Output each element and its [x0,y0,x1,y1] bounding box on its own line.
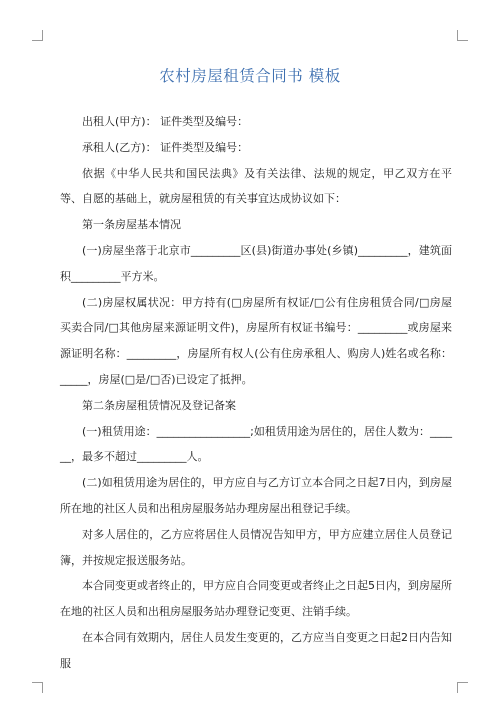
crop-mark-bottom-left [32,682,43,693]
lessee-line: 承租人(乙方)： 证件类型及编号： [82,140,249,154]
change-termination-paragraph: 本合同变更或者终止的，甲方应自合同变更或者终止之日起5日内，到房屋所在地的社区人员和出租房屋服务站办理登记变更、注销手续。 [60,579,452,619]
article-2-clause-2: (二)如租赁用途为居住的，甲方应自与乙方订立本合同之日起7日内，到房屋所在地的社区人员和出租房屋服务站办理房屋出租登记手续。 [60,476,452,515]
multi-occupant-paragraph: 对多人居住的，乙方应将居住人员情况告知甲方，甲方应建立居住人员登记簿，并按规定报送服务站。 [60,527,452,567]
preamble-paragraph: 依据《中华人民共和国民法典》及有关法律、法规的规定，甲乙双方在平等、自愿的基础上，就房屋租赁的有关事宜达成协议如下： [60,166,452,206]
crop-mark-bottom-right [457,682,468,693]
occupant-change-paragraph: 在本合同有效期内，居住人员发生变更的，乙方应当自变更之日起2日内告知服 [60,630,452,670]
article-1-clause-2: (二)房屋权属状况：甲方持有(□房屋所有权证/□公有住房租赁合同/□房屋买卖合同/□其他房屋来源证明文件)，房屋所有权证书编号：_________或房屋来源证明名称：_________，房屋所有权人(公有住房承租人、购房人)姓名或名称：_____，房屋(□是/□否)已设定了抵押。 [60,295,452,386]
crop-mark-top-right [457,30,468,41]
article-2-clause-1: (一)租赁用途：_________________;如租赁用途为居住的，居住人数为：______，最多不超过_________人。 [60,424,452,464]
article-2-heading: 第二条房屋租赁情况及登记备案 [82,398,236,412]
article-1-heading: 第一条房屋基本情况 [82,218,181,232]
article-1-clause-1: (一)房屋坐落于北京市_________区(县)街道办事处(乡镇)_________，建筑面积_________平方米。 [60,243,452,283]
crop-mark-top-left [32,30,43,41]
document-body [60,109,452,677]
lessor-line: 出租人(甲方)： 证件类型及编号： [82,115,249,128]
document-title: 农村房屋租赁合同书 模板 [159,67,341,85]
